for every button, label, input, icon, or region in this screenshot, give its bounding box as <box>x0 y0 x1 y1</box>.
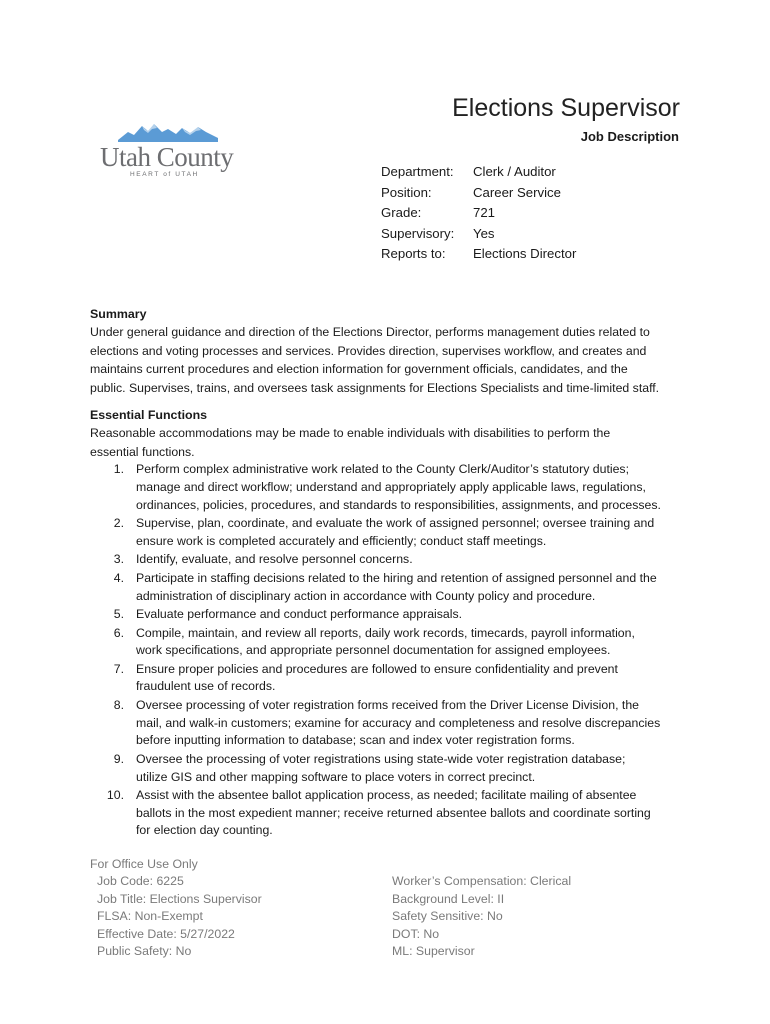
meta-label: Department: <box>381 164 454 179</box>
meta-label: Position: <box>381 184 432 200</box>
summary-line: maintains current procedures and election information for government officials, candidates, and the <box>90 362 628 377</box>
essential-functions-heading: Essential Functions <box>90 408 208 423</box>
item-number: 9. <box>113 751 124 766</box>
office-field: Worker’s Compensation: Clerical <box>392 874 572 889</box>
document-body <box>90 305 690 841</box>
office-left-column <box>90 873 392 960</box>
meta-row-reports-to <box>381 244 576 265</box>
item-number: 5. <box>113 607 124 622</box>
function-item <box>90 751 690 786</box>
item-number: 1. <box>113 462 124 477</box>
meta-row-position <box>381 183 576 204</box>
item-line: Compile, maintain, and review all reports, daily work records, timecards, payroll information, <box>136 625 635 640</box>
office-field: Safety Sensitive: No <box>392 909 503 924</box>
job-meta-table <box>381 162 576 265</box>
function-item <box>90 787 690 840</box>
item-line: Identify, evaluate, and resolve personnel concerns. <box>136 552 413 567</box>
office-field: Effective Date: 5/27/2022 <box>97 926 235 941</box>
meta-row-department <box>381 162 576 183</box>
meta-value: Career Service <box>473 184 561 200</box>
function-item <box>90 461 690 514</box>
function-item <box>90 661 690 696</box>
function-item <box>90 606 690 624</box>
item-line: Supervise, plan, coordinate, and evaluate the work of assigned personnel; oversee training and <box>136 516 655 531</box>
office-field: Public Safety: No <box>97 944 192 959</box>
item-line: Ensure proper policies and procedures are followed to ensure confidentiality and prevent <box>136 661 618 676</box>
mountain-logo-icon <box>118 120 218 142</box>
intro-line: Reasonable accommodations may be made to enable individuals with disabilities to perform the <box>90 426 611 441</box>
office-field: DOT: No <box>392 926 440 941</box>
essential-intro <box>90 424 690 461</box>
item-line: Perform complex administrative work related to the County Clerk/Auditor’s statutory duties; <box>136 462 629 477</box>
item-number: 8. <box>113 697 124 712</box>
logo-wordmark: Utah County <box>100 142 234 172</box>
office-field: Job Code: 6225 <box>97 874 184 889</box>
summary-line: Under general guidance and direction of the Elections Director, performs management duties related to <box>90 325 650 340</box>
item-line: administration of disciplinary action in accordance with County policy and procedure. <box>136 588 596 603</box>
document-subtitle: Job Description <box>580 129 679 144</box>
meta-label: Grade: <box>381 205 422 220</box>
document-title: Elections Supervisor <box>452 94 680 122</box>
item-line: mail, and walk-in customers; examine for accuracy and completeness and resolve discrepancies <box>136 715 661 730</box>
item-number: 7. <box>113 661 124 676</box>
function-item <box>90 551 690 569</box>
office-right-column <box>392 873 571 960</box>
item-line: ensure work is completed accurately and efficiently; conduct staff meetings. <box>136 533 547 548</box>
office-field: Background Level: II <box>392 891 505 906</box>
item-line: fraudulent use of records. <box>136 679 276 694</box>
item-number: 6. <box>113 625 124 640</box>
item-line: manage and direct workflow; understand and appropriately apply applicable laws, regulations, <box>136 479 646 494</box>
item-line: ordinances, policies, procedures, and standards to responsibilities, assignments, and processes. <box>136 497 661 512</box>
item-line: Evaluate performance and conduct performance appraisals. <box>136 607 463 622</box>
intro-line: essential functions. <box>90 444 195 459</box>
meta-value: Clerk / Auditor <box>473 164 556 179</box>
logo-tagline: HEART of UTAH <box>130 171 199 178</box>
office-field: FLSA: Non-Exempt <box>97 909 203 924</box>
meta-value: 721 <box>473 205 496 220</box>
summary-heading: Summary <box>90 307 147 321</box>
summary-paragraph <box>90 323 690 397</box>
office-field: Job Title: Elections Supervisor <box>97 891 262 906</box>
item-line: work specifications, and appropriate personnel documentation for assigned employees. <box>136 643 611 658</box>
item-line: Participate in staffing decisions related to the hiring and retention of assigned personnel and the <box>136 570 657 585</box>
item-number: 4. <box>113 570 124 585</box>
meta-row-supervisory <box>381 224 576 245</box>
item-number: 2. <box>113 516 124 531</box>
meta-row-grade <box>381 203 576 224</box>
item-line: before inputting information to database; scan and index voter registration forms. <box>136 733 575 748</box>
utah-county-logo <box>100 118 240 180</box>
item-line: Assist with the absentee ballot application process, as needed; facilitate mailing of absentee <box>136 788 637 803</box>
summary-line: public. Supervises, trains, and oversees task assignments for Elections Specialists and time-limited staff. <box>90 380 660 395</box>
summary-line: elections and voting processes and services. Provides direction, supervises workflow, and creates and <box>90 343 647 358</box>
function-item <box>90 515 690 550</box>
item-number: 10. <box>106 788 124 803</box>
essential-functions-list <box>90 461 690 840</box>
item-line: Oversee the processing of voter registrations using state-wide voter registration database; <box>136 751 626 766</box>
office-use-heading: For Office Use Only <box>90 857 198 871</box>
item-line: for election day counting. <box>136 823 273 838</box>
item-number: 3. <box>113 552 124 567</box>
meta-value: Elections Director <box>473 246 577 261</box>
function-item <box>90 697 690 750</box>
office-field: ML: Supervisor <box>392 944 475 959</box>
office-use-footer <box>90 856 710 960</box>
meta-label: Reports to: <box>381 246 446 261</box>
meta-value: Yes <box>473 225 495 241</box>
item-line: ballots in the most expedient manner; receive returned absentee ballots and coordinate sorting <box>136 805 651 820</box>
function-item <box>90 625 690 660</box>
meta-label: Supervisory: <box>381 225 455 241</box>
function-item <box>90 570 690 605</box>
item-line: Oversee processing of voter registration forms received from the Driver License Division, the <box>136 697 640 712</box>
item-line: utilize GIS and other mapping software to place voters in correct precinct. <box>136 769 536 784</box>
